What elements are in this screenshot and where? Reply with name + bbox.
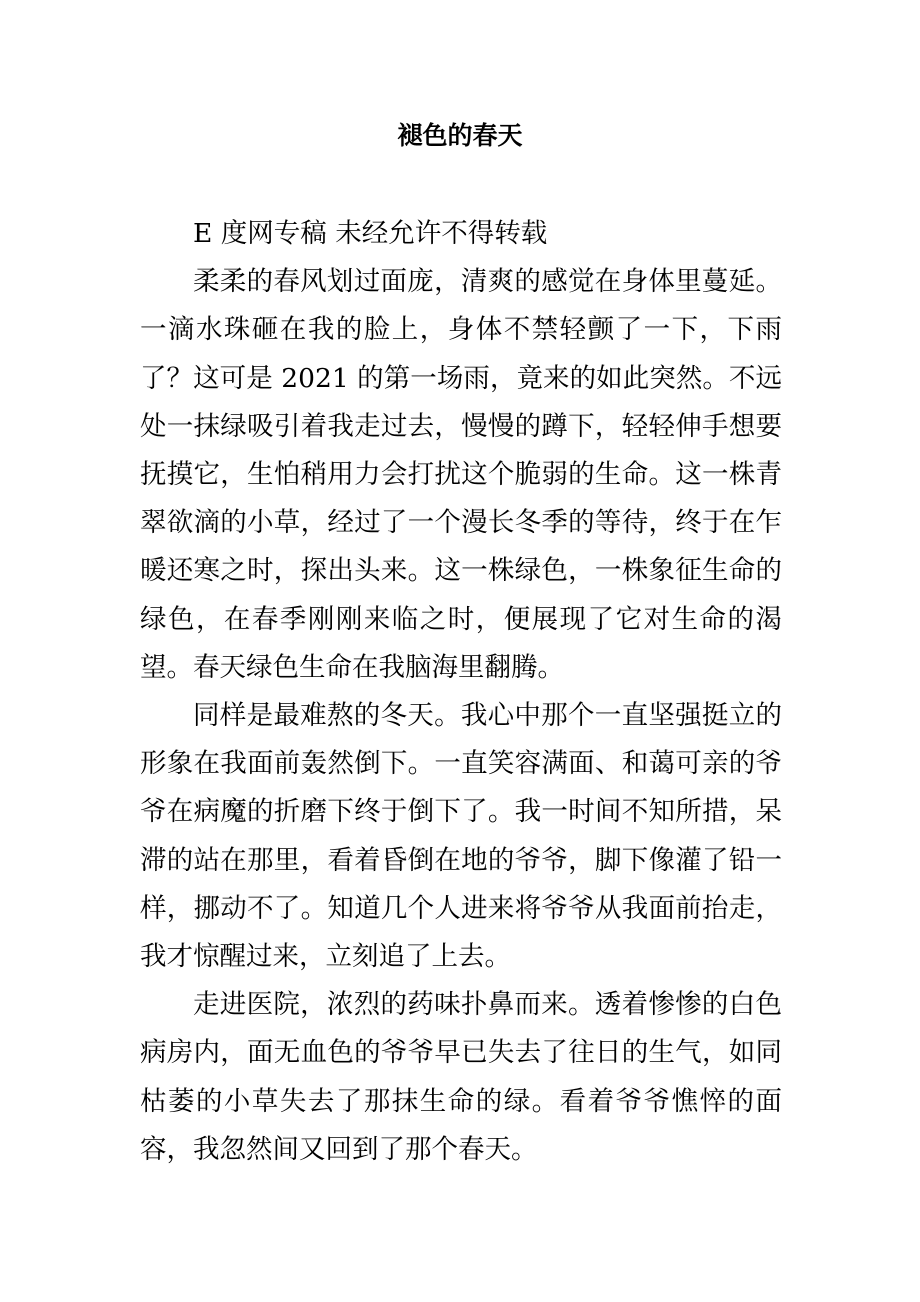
paragraph: 柔柔的春风划过面庞，清爽的感觉在身体里蔓延。一滴水珠砸在我的脸上，身体不禁轻颤了一下，下雨了？这可是 2021 的第一场雨，竟来的如此突然。不远处一抹绿吸引着我走过去，慢慢的蹲下，轻轻伸手想要抚摸它，生怕稍用力会打扰这个脆弱的生命。这一株青翠欲滴的小草，经过了一个漫长冬季的等待，终于在乍暖还寒之时，探出头来。这一株绿色，一株象征生命的绿色，在春季刚刚来临之时，便展现了它对生命的渴望。春天绿色生命在我脑海里翻腾。	[140, 266, 782, 683]
document-body	[140, 210, 782, 1174]
paragraph: 同样是最难熬的冬天。我心中那个一直坚强挺立的形象在我面前轰然倒下。一直笑容满面、和蔼可亲的爷爷在病魔的折磨下终于倒下了。我一时间不知所措，呆滞的站在那里，看着昏倒在地的爷爷，脚下像灌了铅一样，挪动不了。知道几个人进来将爷爷从我面前抬走，我才惊醒过来，立刻追了上去。	[140, 700, 782, 973]
paragraph: 走进医院，浓烈的药味扑鼻而来。透着惨惨的白色病房内，面无血色的爷爷早已失去了往日的生气，如同枯萎的小草失去了那抹生命的绿。看着爷爷憔悴的面容，我忽然间又回到了那个春天。	[140, 989, 782, 1165]
document-title: 褪色的春天	[397, 121, 523, 150]
source-note: E 度网专稿 未经允许不得转载	[193, 218, 548, 249]
